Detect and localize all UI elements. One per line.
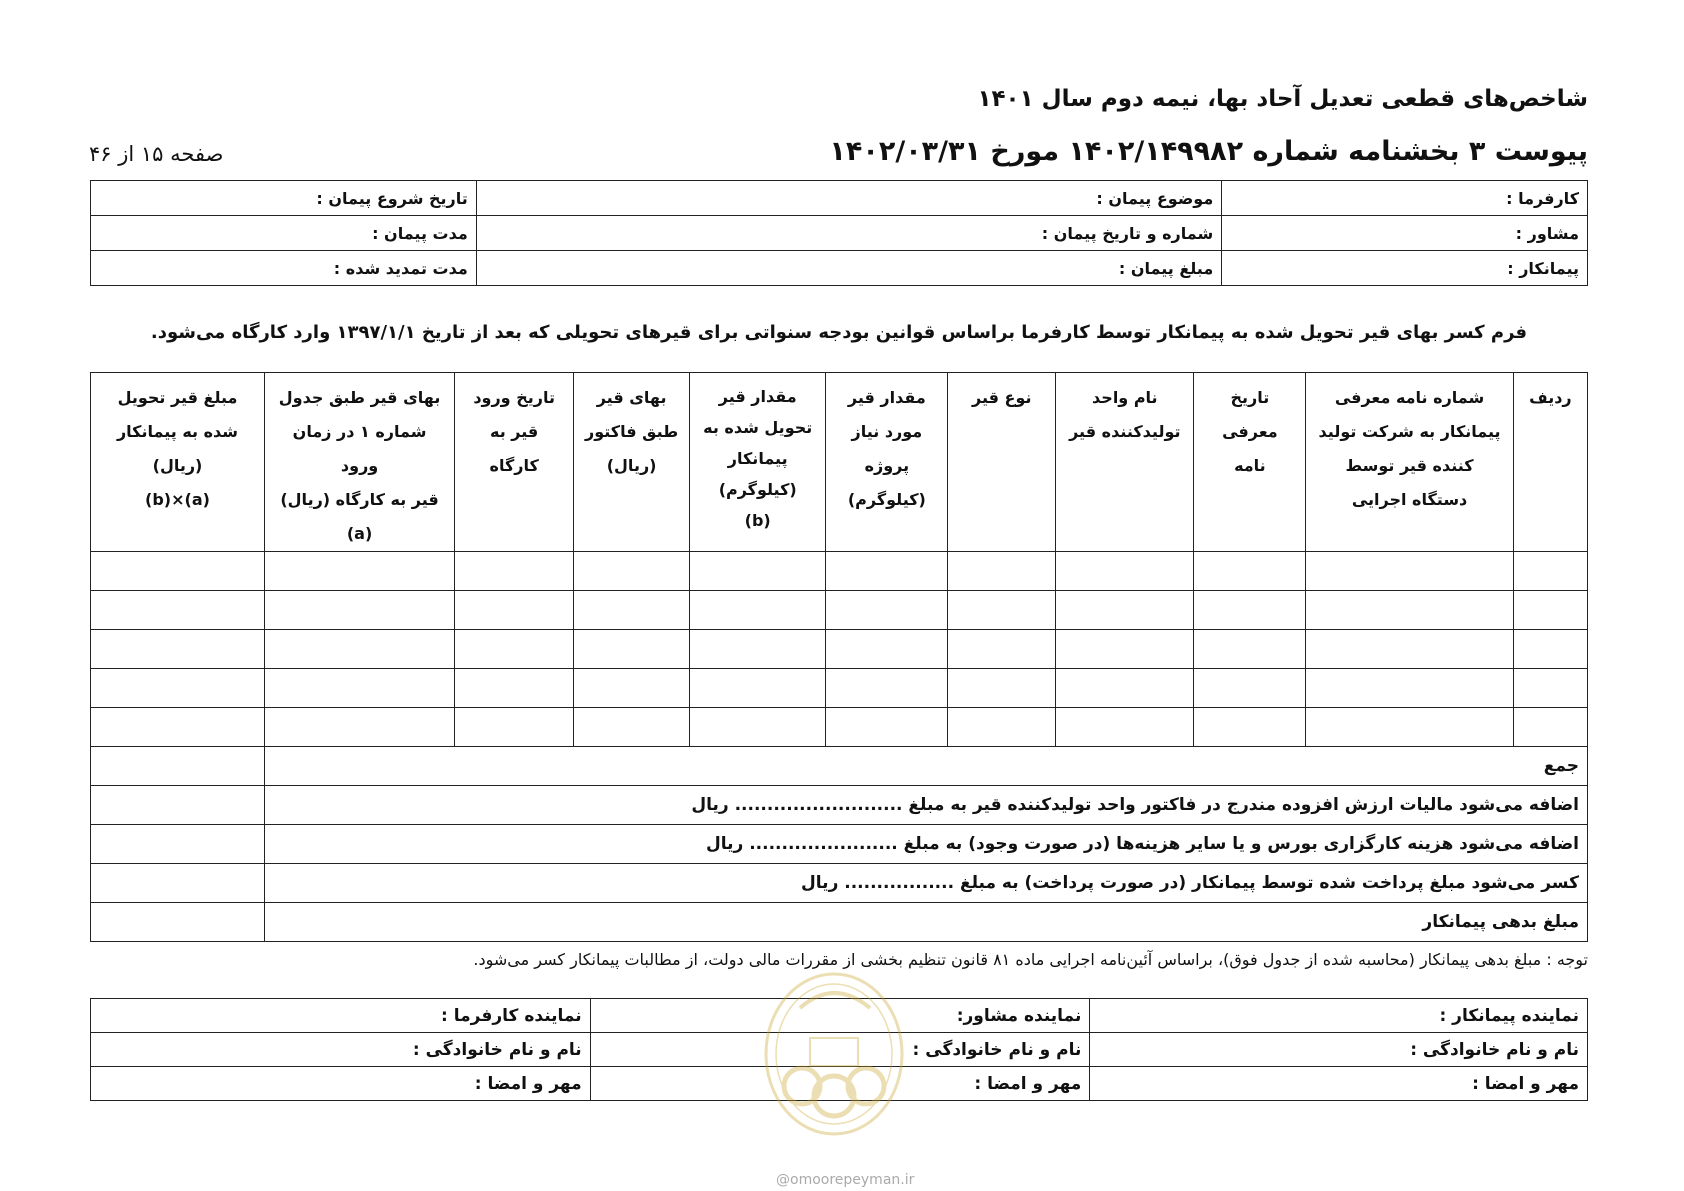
debt-row: [91, 903, 1588, 942]
header-row: [91, 373, 1588, 552]
name-label: نام و نام خانوادگی :: [1090, 1033, 1588, 1067]
paid-label: کسر می‌شود مبلغ پرداخت شده توسط پیمانکار (در صورت پرداخت) به مبلغ ................. ریال: [264, 864, 1587, 903]
name-label: نام و نام خانوادگی :: [91, 1033, 591, 1067]
note: توجه : مبلغ بدهی پیمانکار (محاسبه شده از جدول فوق)، براساس آئین‌نامه اجرایی ماده ۸۱ قانون تنظیم بخشی از مقررات مالی دولت، از مطالبات پیمانکار کسر می‌شود.: [473, 950, 1588, 969]
broker-fee-label: اضافه می‌شود هزینه کارگزاری بورس و یا سایر هزینه‌ها (در صورت وجود) به مبلغ ....................... ریال: [264, 825, 1587, 864]
paid-row: [91, 864, 1588, 903]
contractor-rep-label: نماینده پیمانکار :: [1090, 999, 1588, 1033]
amount-label: مبلغ پیمان :: [476, 251, 1221, 286]
table-row: [91, 630, 1588, 669]
col-required-qty: مقدار قیر مورد نیاز پروژه (کیلوگرم): [826, 373, 948, 552]
contractor-label: پیمانکار :: [1222, 251, 1588, 286]
contract-info-table: [90, 180, 1588, 286]
seal-label: مهر و امضا :: [590, 1067, 1090, 1101]
document-title: شاخص‌های قطعی تعدیل آحاد بها، نیمه دوم سال ۱۴۰۱: [977, 86, 1588, 112]
extended-label: مدت تمدید شده :: [91, 251, 477, 286]
col-delivered-qty: مقدار قیر تحویل شده به پیمانکار (کیلوگرم) (b): [690, 373, 826, 552]
employer-rep-label: نماینده کارفرما :: [91, 999, 591, 1033]
table-row: [91, 708, 1588, 747]
col-delivered-amount: مبلغ قیر تحویل شده به پیمانکار (ریال) (a)×(b): [91, 373, 265, 552]
col-row-number: ردیف: [1513, 373, 1587, 552]
broker-fee-row: [91, 825, 1588, 864]
table-row: [91, 591, 1588, 630]
number-date-label: شماره و تاریخ پیمان :: [476, 216, 1221, 251]
duration-label: مدت پیمان :: [91, 216, 477, 251]
table-row: [91, 552, 1588, 591]
document-subtitle: پیوست ۳ بخشنامه شماره ۱۴۰۲/۱۴۹۹۸۲ مورخ ۱۴۰۲/۰۳/۳۱: [829, 136, 1588, 167]
bitumen-table: [90, 372, 1588, 942]
col-table-price: بهای قیر طبق جدول شماره ۱ در زمان ورود قیر به کارگاه (ریال) (a): [264, 373, 454, 552]
watermark-logo: [760, 968, 908, 1158]
col-invoice-price: بهای قیر طبق فاکتور (ریال): [574, 373, 690, 552]
consultant-label: مشاور :: [1222, 216, 1588, 251]
form-heading: فرم کسر بهای قیر تحویل شده به پیمانکار توسط کارفرما براساس قوانین بودجه سنواتی برای قیرهای تحویلی که بعد از تاریخ ۱۳۹۷/۱/۱ وارد کارگاه می‌شود.: [150, 322, 1528, 343]
sum-row: [91, 747, 1588, 786]
table-row: [91, 669, 1588, 708]
consultant-rep-label: نماینده مشاور:: [590, 999, 1090, 1033]
col-letter-date: تاریخ معرفی نامه: [1194, 373, 1306, 552]
start-date-label: تاریخ شروع پیمان :: [91, 181, 477, 216]
name-label: نام و نام خانوادگی :: [590, 1033, 1090, 1067]
col-bitumen-type: نوع قیر: [948, 373, 1056, 552]
page-number: صفحه ۱۵ از ۴۶: [89, 142, 224, 166]
vat-row: [91, 786, 1588, 825]
employer-label: کارفرما :: [1222, 181, 1588, 216]
col-entry-date: تاریخ ورود قیر به کارگاه: [455, 373, 574, 552]
subject-label: موضوع پیمان :: [476, 181, 1221, 216]
seal-label: مهر و امضا :: [1090, 1067, 1588, 1101]
vat-label: اضافه می‌شود مالیات ارزش افزوده مندرج در فاکتور واحد تولیدکننده قیر به مبلغ .......................... ریال: [264, 786, 1587, 825]
debt-label: مبلغ بدهی پیمانکار: [264, 903, 1587, 942]
col-producer: نام واحد تولیدکننده قیر: [1056, 373, 1194, 552]
sum-label: جمع: [264, 747, 1587, 786]
col-letter-number: شماره نامه معرفی پیمانکار به شرکت تولید کننده قیر توسط دستگاه اجرایی: [1306, 373, 1513, 552]
seal-label: مهر و امضا :: [91, 1067, 591, 1101]
watermark-text: @omoorepeyman.ir: [776, 1172, 915, 1188]
